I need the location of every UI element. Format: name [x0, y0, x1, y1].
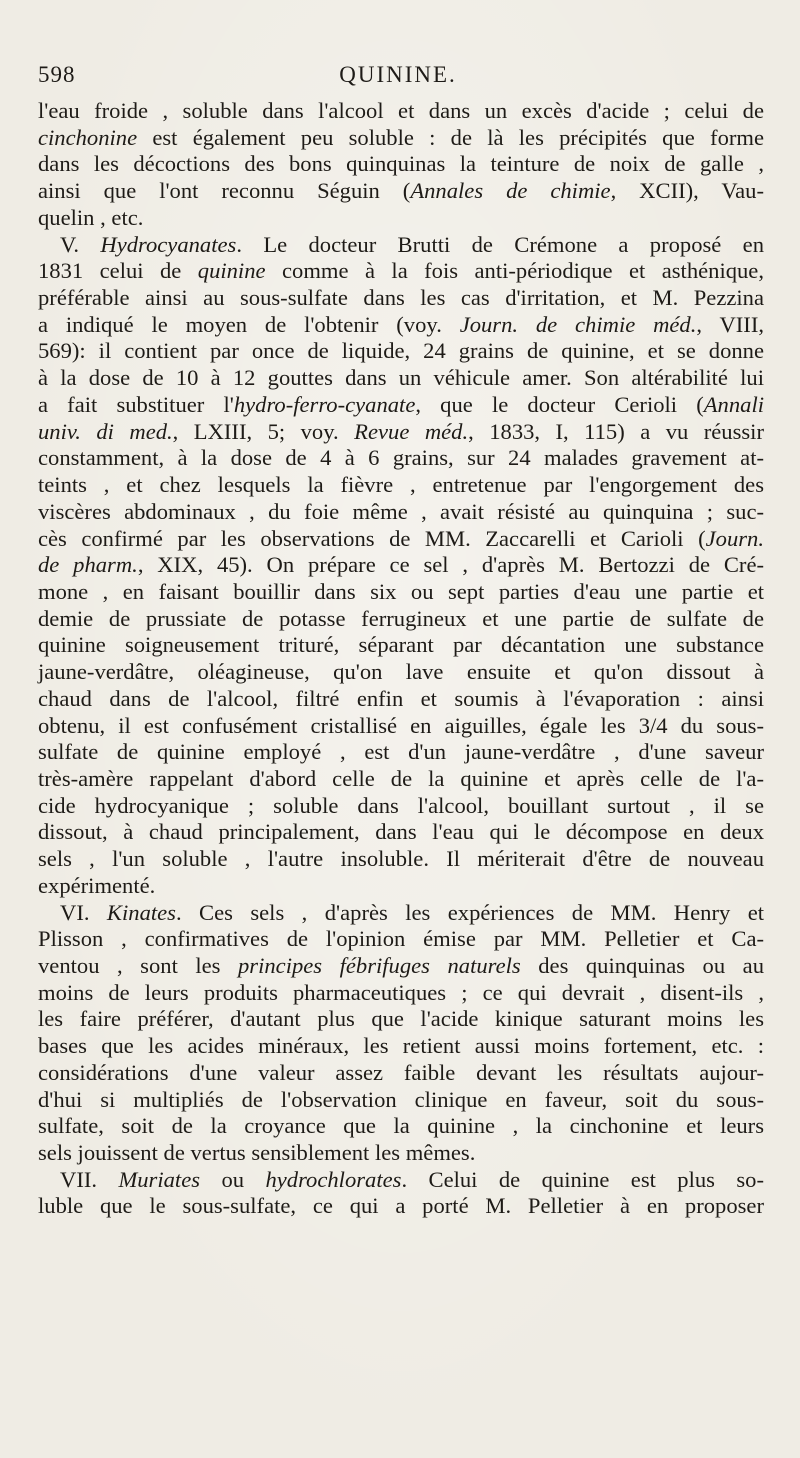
- italic-text: hydrochlorates: [265, 1166, 402, 1192]
- text-line: [38, 739, 764, 766]
- text-segment: est également peu soluble : de là les précipités que forme: [137, 124, 764, 150]
- text-line: [38, 632, 764, 659]
- text-line: [38, 552, 764, 579]
- text-line: [38, 953, 764, 980]
- text-segment: sels , l'un soluble , l'autre insoluble. Il mériterait d'être de nouveau: [38, 846, 764, 872]
- text-segment: d'hui si multipliés de l'observation clinique en faveur, soit du sous-: [38, 1086, 764, 1112]
- text-line: [38, 1193, 764, 1220]
- text-segment: chaud dans de l'alcool, filtré enfin et soumis à l'évaporation : ainsi: [38, 685, 764, 711]
- text-line: [38, 873, 764, 900]
- italic-text: principes fébrifuges naturels: [238, 953, 521, 978]
- text-segment: cès confirmé par les observations de MM. Zaccarelli et Carioli (: [38, 525, 706, 551]
- italic-text: Journ.: [705, 525, 764, 551]
- italic-text: Hydrocyanates: [100, 231, 237, 257]
- text-segment: obtenu, il est confusément cristallisé en aiguilles, égale les 3/4 du sous-: [38, 712, 764, 738]
- text-segment: , VIII,: [696, 311, 764, 337]
- text-segment: expérimenté.: [38, 872, 156, 898]
- text-line: [38, 365, 764, 392]
- italic-text: cinchonine: [38, 124, 138, 150]
- text-line: [38, 819, 764, 846]
- text-line: [38, 445, 764, 472]
- text-segment: luble que le sous-sulfate, ce qui a porté M. Pelletier à en proposer: [38, 1193, 764, 1219]
- text-segment: quelin , etc.: [38, 204, 144, 230]
- text-segment: ainsi que l'ont reconnu Séguin (: [38, 178, 411, 204]
- text-line: [38, 258, 764, 285]
- text-segment: jaune-verdâtre, oléagineuse, qu'on lave ensuite et qu'on dissout à: [38, 659, 764, 685]
- text-segment: comme à la fois anti-périodique et asthénique,: [265, 258, 764, 284]
- page-header: [38, 60, 758, 94]
- italic-text: de pharm.: [38, 552, 138, 578]
- text-line: [38, 98, 764, 125]
- text-segment: 1831 celui de: [38, 258, 198, 284]
- italic-text: Annales de chimie: [410, 178, 611, 204]
- italic-text: Revue méd.: [354, 418, 469, 444]
- text-segment: VII.: [60, 1166, 119, 1192]
- text-segment: bases que les acides minéraux, les retient aussi moins fortement, etc. :: [38, 1033, 764, 1059]
- text-segment: . Ces sels , d'après les expériences de MM. Henry et: [175, 899, 764, 925]
- text-segment: a indiqué le moyen de l'obtenir (voy.: [38, 311, 460, 337]
- text-segment: dissout, à chaud principalement, dans l'eau qui le décompose en deux: [38, 819, 764, 845]
- text-segment: , 1833, I, 115) a vu réussir: [468, 418, 764, 444]
- text-line: [38, 312, 764, 339]
- text-segment: les faire préférer, d'autant plus que l'acide kinique saturant moins les: [38, 1006, 764, 1032]
- italic-text: univ. di med.: [38, 418, 173, 444]
- text-line: [38, 1140, 764, 1167]
- text-segment: teints , et chez lesquels la fièvre , entretenue par l'engorgement des: [38, 472, 764, 498]
- text-line: [38, 579, 764, 606]
- italic-text: Journ. de chimie méd.: [459, 311, 697, 337]
- text-segment: V.: [60, 231, 101, 257]
- text-line: [38, 1113, 764, 1140]
- text-segment: l'eau froide , soluble dans l'alcool et dans un excès d'acide ; celui de: [38, 98, 764, 123]
- page-number: 598: [38, 62, 76, 87]
- text-segment: à la dose de 10 à 12 gouttes dans un véhicule amer. Son altérabilité lui: [38, 365, 764, 391]
- text-segment: moins de leurs produits pharmaceutiques ; ce qui devrait , disent-ils ,: [38, 979, 764, 1005]
- text-line: [38, 232, 764, 259]
- text-line: [38, 1087, 764, 1114]
- text-line: [38, 285, 764, 312]
- text-line: [38, 713, 764, 740]
- text-segment: très-amère rappelant d'abord celle de la quinine et après celle de l'a-: [38, 765, 764, 791]
- text-segment: 569): il contient par once de liquide, 24 grains de quinine, et se donne: [38, 338, 764, 364]
- running-head: QUININE.: [339, 62, 457, 87]
- text-line: [38, 846, 764, 873]
- text-segment: , XIX, 45). On prépare ce sel , d'après M. Bertozzi de Cré-: [137, 552, 764, 578]
- italic-text: Annali: [703, 391, 764, 417]
- text-segment: dans les décoctions des bons quinquinas la teinture de noix de galle ,: [38, 151, 764, 177]
- text-line: [38, 419, 764, 446]
- text-line: [38, 659, 764, 686]
- text-line: [38, 1167, 764, 1194]
- text-line: [38, 606, 764, 633]
- text-segment: sulfate, soit de la croyance que la quinine , la cinchonine et leurs: [38, 1113, 764, 1139]
- text-segment: , LXIII, 5; voy.: [172, 418, 355, 444]
- text-segment: Plisson , confirmatives de l'opinion émise par MM. Pelletier et Ca-: [38, 926, 764, 952]
- text-segment: sulfate de quinine employé , est d'un jaune-verdâtre , d'une saveur: [38, 739, 764, 765]
- text-segment: , que le docteur Cerioli (: [415, 391, 704, 417]
- text-line: [38, 472, 764, 499]
- text-segment: cide hydrocyanique ; soluble dans l'alcool, bouillant surtout , il se: [38, 792, 764, 818]
- text-segment: demie de prussiate de potasse ferrugineux et une partie de sulfate de: [38, 605, 764, 631]
- text-line: [38, 499, 764, 526]
- text-line: [38, 980, 764, 1007]
- text-segment: ventou , sont les: [38, 953, 238, 978]
- text-segment: . Celui de quinine est plus so-: [401, 1166, 765, 1192]
- text-segment: . Le docteur Brutti de Crémone a proposé en: [236, 231, 764, 257]
- text-segment: constamment, à la dose de 4 à 6 grains, sur 24 malades gravement at-: [38, 445, 764, 471]
- text-line: [38, 686, 764, 713]
- body-text: [38, 98, 764, 1220]
- text-segment: a fait substituer l': [38, 391, 234, 417]
- italic-text: Kinates: [106, 899, 176, 925]
- text-line: [38, 900, 764, 927]
- text-line: [38, 1060, 764, 1087]
- text-segment: VI.: [60, 899, 107, 925]
- text-line: [38, 926, 764, 953]
- text-segment: des quinquinas ou au: [520, 953, 764, 978]
- text-line: [38, 793, 764, 820]
- italic-text: hydro-ferro-cyanate: [233, 391, 416, 417]
- text-segment: ou: [200, 1166, 266, 1192]
- italic-text: quinine: [197, 258, 266, 284]
- text-segment: préférable ainsi au sous-sulfate dans les cas d'irritation, et M. Pezzina: [38, 285, 764, 311]
- text-segment: , XCII), Vau-: [610, 178, 764, 204]
- text-segment: considérations d'une valeur assez faible devant les résultats aujour-: [38, 1059, 764, 1085]
- text-line: [38, 526, 764, 553]
- text-segment: quinine soigneusement trituré, séparant par décantation une substance: [38, 632, 764, 658]
- text-line: [38, 125, 764, 152]
- italic-text: Muriates: [118, 1166, 201, 1192]
- text-line: [38, 766, 764, 793]
- text-line: [38, 178, 764, 205]
- text-line: [38, 205, 764, 232]
- text-line: [38, 392, 764, 419]
- text-line: [38, 338, 764, 365]
- text-segment: sels jouissent de vertus sensiblement les mêmes.: [38, 1140, 476, 1166]
- text-line: [38, 1033, 764, 1060]
- text-line: [38, 151, 764, 178]
- text-segment: mone , en faisant bouillir dans six ou sept parties d'eau une partie et: [38, 578, 764, 604]
- text-line: [38, 1006, 764, 1033]
- text-segment: viscères abdominaux , du foie même , avait résisté au quinquina ; suc-: [38, 498, 764, 524]
